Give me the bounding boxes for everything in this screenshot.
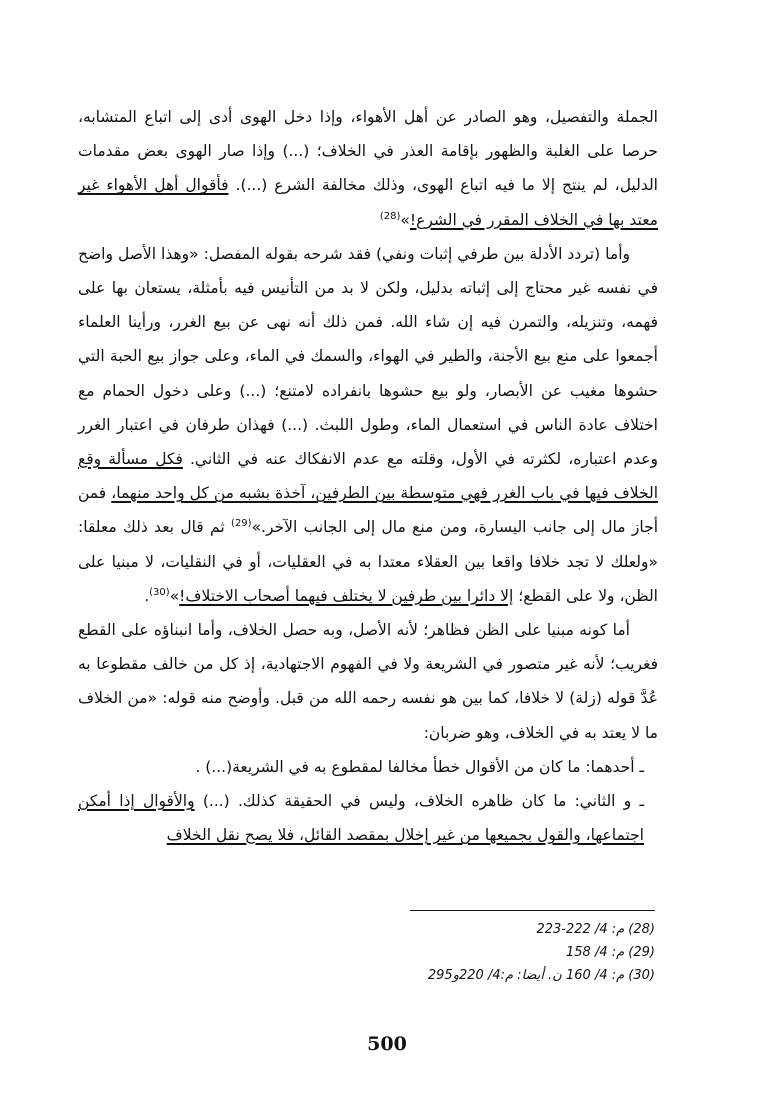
footnote-28: (28) م: 4/ 222-223 xyxy=(536,922,655,937)
footnote-ref-28: (28) xyxy=(379,210,401,222)
page-number: 500 xyxy=(367,1033,407,1055)
sentence-end: . xyxy=(144,586,150,605)
list-item-2 xyxy=(78,784,658,852)
paragraph-2-text-c: ثم قال بعد ذلك معلقا: «ولعلك لا تجد خلافا واقعا بين العقلاء معتدا به في العقليات، أو في النقليات، لا مبنيا على الظن، ولا على القطع؛ xyxy=(78,518,658,605)
underlined-quote: فكل مسألة وقع الخلاف فيها في باب الغرر فهي متوسطة بين الطرفين، آخذة بشبه من كل واحد منهما، xyxy=(78,450,658,503)
footnote-separator xyxy=(410,910,655,911)
footnotes xyxy=(420,918,655,987)
paragraph-2-text-b: فمن أجاز مال إلى جانب اليسارة، ومن منع مال إلى الجانب الآخر.» xyxy=(78,484,658,537)
footnote-ref-29: (29) xyxy=(231,518,252,530)
footnote-ref-30: (30) xyxy=(149,586,170,598)
underlined-quote: إلا دائرا بين طرفين لا يختلف فيهما أصحاب الاختلاف! xyxy=(179,586,514,605)
main-text xyxy=(78,100,658,852)
list-item-1-text: ـ أحدهما: ما كان من الأقوال خطأ مخالفا لمقطوع به في الشريعة(...) . xyxy=(195,757,644,776)
closing-quote-mark: » xyxy=(400,210,410,229)
footnote-29: (29) م: 4/ 158 xyxy=(565,945,655,960)
paragraph-1 xyxy=(78,100,658,237)
underlined-quote: والأقوال إذا أمكن اجتماعها، والقول بجميعها من غير إخلال بمقصد القائل، فلا يصح نقل الخلاف xyxy=(78,792,644,845)
paragraph-2-text-a: وأما (تردد الأدلة بين طرفي إثبات ونفي) فقد شرحه بقوله المفصل: «وهذا الأصل واضح في نفسه غير محتاج إلى إثباته بدليل، ولكن لا بد من التأنيس فيه بأمثلة، يستعان بها على فهمه، وتنزيله، والتمرن فيه إن شاء الله. فمن ذلك أنه نهى عن بيع الغرر، ورأينا العلماء أجمعوا على منع بيع الأجنة، والطير في الهواء، والسمك في الماء، وعلى جواز بيع الحبة التي حشوها مغيب عن الأبصار، ولو بيع حشوها بانفراده لامتنع؛ (...) وعلى دخول الحمام مع اختلاف عادة الناس في استعمال الماء، وطول اللبث. (...) فهذان طرفان في اعتبار الغرر وعدم اعتباره، لكثرته في الأول، وقلته مع عدم الانفكاك عنه في الثاني. xyxy=(78,244,659,469)
closing-quote-mark: » xyxy=(169,586,180,605)
list-item-1 xyxy=(78,750,658,784)
list-item-2-text: ـ و الثاني: ما كان ظاهره الخلاف، وليس في الحقيقة كذلك. (...) xyxy=(202,792,644,811)
paragraph-3 xyxy=(78,613,658,750)
underlined-quote: فأقوال أهل الأهواء غير معتد بها في الخلاف المقرر في الشرع! xyxy=(78,176,658,229)
footnote-30: (30) م: 4/ 160 ن. أيضا: م:4/ 220و295 xyxy=(427,968,655,983)
paragraph-3-text: أما كونه مبنيا على الظن فظاهر؛ لأنه الأصل، وبه حصل الخلاف، وأما انبناؤه على القطع فغريب؛ لأنه غير متصور في الشريعة ولا في الفهوم الاجتهادية، إذ كل من خالف مقطوعا به عُدَّ قوله (زلة) لا خلافا، كما بين هو نفسه رحمه الله من قبل. وأوضح منه قوله: «من الخلاف ما لا يعتد به في الخلاف، وهو ضربان: xyxy=(78,621,658,742)
paragraph-2 xyxy=(78,237,658,613)
paragraph-1-text: الجملة والتفصيل، وهو الصادر عن أهل الأهواء، وإذا دخل الهوى أدى إلى اتباع المتشابه، حرصا على الغلبة والظهور بإقامة العذر في الخلاف؛ (...) وإذا صار الهوى بعض مقدمات الدليل، لم ينتج إلا ما فيه اتباع الهوى، وذلك مخالفة الشرع (...). xyxy=(78,108,658,195)
